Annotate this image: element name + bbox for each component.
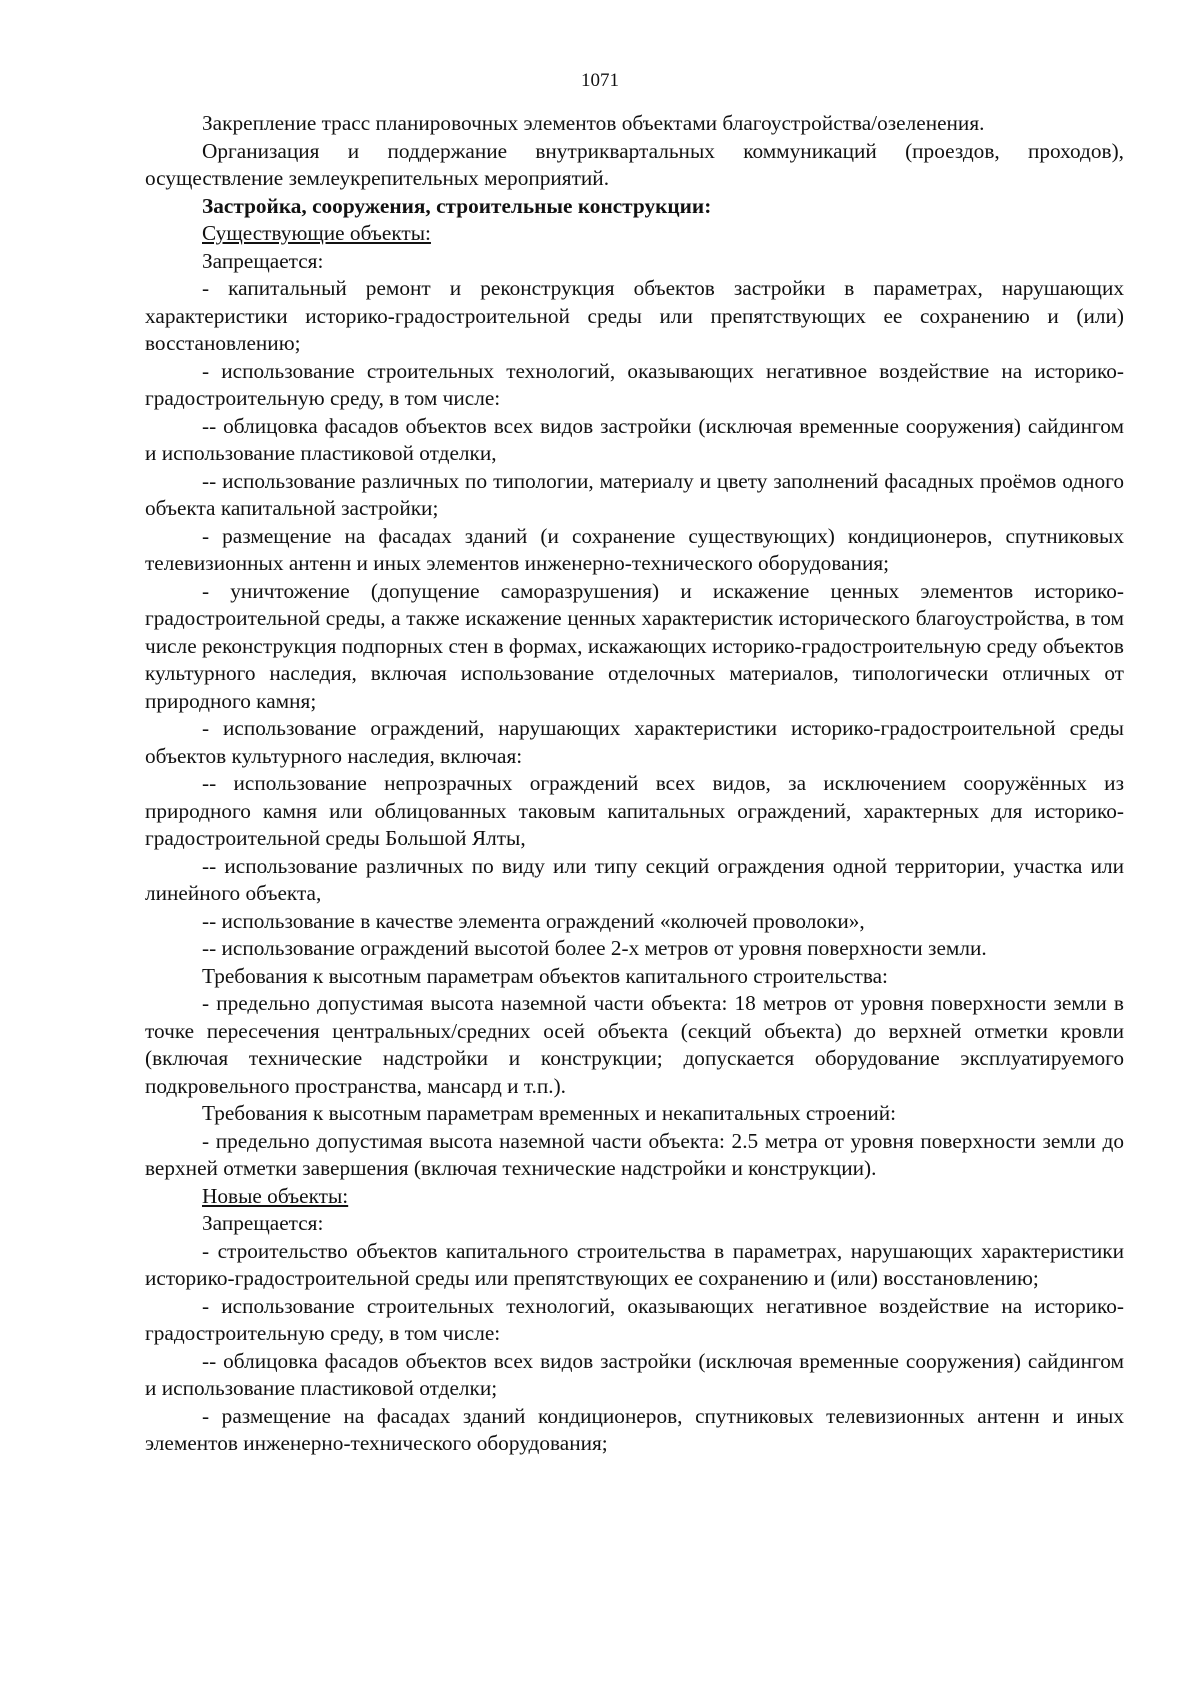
paragraph	[145, 908, 1124, 936]
paragraph-text: Застройка, сооружения, строительные конструкции:	[202, 193, 712, 218]
paragraph-text: -- облицовка фасадов объектов всех видов застройки (исключая временные сооружения) сайдингом и использование пластиковой отделки;	[145, 1348, 1124, 1400]
paragraph-text: Существующие объекты:	[202, 221, 431, 245]
paragraph	[145, 248, 1124, 276]
paragraph	[145, 413, 1124, 468]
paragraph-text: - предельно допустимая высота наземной части объекта: 18 метров от уровня поверхности земли в точке пересечения центральных/средних осей объекта (секций объекта) до верхней отметки кровли (включая технические надстройки и конструкции; допускается оборудование эксплуатируемого подкровельного пространства, мансард и т.п.).	[145, 991, 1124, 1098]
paragraph	[145, 1128, 1124, 1183]
paragraph-text: -- облицовка фасадов объектов всех видов застройки (исключая временные сооружения) сайдингом и использование пластиковой отделки,	[145, 413, 1124, 465]
paragraph-text: - предельно допустимая высота наземной части объекта: 2.5 метра от уровня поверхности земли до верхней отметки завершения (включая технические надстройки и конструкции).	[145, 1128, 1124, 1180]
document-body	[145, 110, 1124, 1458]
paragraph	[145, 468, 1124, 523]
paragraph	[145, 275, 1124, 358]
paragraph-text: - размещение на фасадах зданий кондиционеров, спутниковых телевизионных антенн и иных элементов инженерно-технического оборудования;	[145, 1403, 1124, 1455]
subsection-heading	[145, 220, 1124, 248]
paragraph-text: - уничтожение (допущение саморазрушения) и искажение ценных элементов историко-градостроительной среды, а также искажение ценных характеристик исторического благоустройства, в том числе реконструкция подпорных стен в формах, искажающих историко-градостроительную среду объектов культурного наследия, включая использование отделочных материалов, типологически отличных от природного камня;	[145, 578, 1124, 713]
paragraph-text: -- использование ограждений высотой более 2-х метров от уровня поверхности земли.	[202, 936, 987, 960]
paragraph	[145, 1100, 1124, 1128]
paragraph-text: -- использование различных по виду или типу секций ограждения одной территории, участка или линейного объекта,	[145, 853, 1124, 905]
paragraph-text: -- использование различных по типологии, материалу и цвету заполнений фасадных проёмов одного объекта капитальной застройки;	[145, 468, 1124, 520]
paragraph	[145, 715, 1124, 770]
section-heading	[145, 193, 1124, 221]
paragraph-text: - использование строительных технологий, оказывающих негативное воздействие на историко-градостроительную среду, в том числе:	[145, 1293, 1124, 1345]
paragraph-text: - строительство объектов капитального строительства в параметрах, нарушающих характеристики историко-градостроительной среды или препятствующих ее сохранению и (или) восстановлению;	[145, 1238, 1124, 1290]
paragraph-text: -- использование непрозрачных ограждений всех видов, за исключением сооружённых из природного камня или облицованных таковым капитальных ограждений, характерных для историко-градостроительной среды Большой Ялты,	[145, 771, 1124, 850]
paragraph	[145, 138, 1124, 193]
paragraph-text: Новые объекты:	[202, 1183, 349, 1208]
paragraph	[145, 1210, 1124, 1238]
paragraph-text: - размещение на фасадах зданий (и сохранение существующих) кондиционеров, спутниковых телевизионных антенн и иных элементов инженерно-технического оборудования;	[145, 523, 1124, 575]
paragraph	[145, 1238, 1124, 1293]
paragraph	[145, 358, 1124, 413]
paragraph	[145, 935, 1124, 963]
paragraph	[145, 110, 1124, 138]
paragraph-text: -- использование в качестве элемента ограждений «колючей проволоки»,	[202, 908, 865, 933]
paragraph	[145, 523, 1124, 578]
paragraph-text: Организация и поддержание внутриквартальных коммуникаций (проездов, проходов), осуществление землеукрепительных мероприятий.	[145, 138, 1124, 190]
subsection-heading	[145, 1183, 1124, 1211]
paragraph	[145, 1403, 1124, 1458]
paragraph-text: Запрещается:	[202, 1211, 324, 1235]
paragraph	[145, 990, 1124, 1100]
paragraph-text: Закрепление трасс планировочных элементов объектами благоустройства/озеленения.	[202, 111, 985, 135]
paragraph	[145, 770, 1124, 853]
page-number: 1071	[581, 70, 619, 91]
paragraph	[145, 1348, 1124, 1403]
paragraph-text: Требования к высотным параметрам временных и некапитальных строений:	[202, 1101, 897, 1125]
paragraph	[145, 1293, 1124, 1348]
paragraph-text: Требования к высотным параметрам объектов капитального строительства:	[202, 963, 888, 988]
paragraph-text: Запрещается:	[202, 248, 324, 273]
paragraph-text: - использование ограждений, нарушающих характеристики историко-градостроительной среды объектов культурного наследия, включая:	[145, 716, 1124, 768]
paragraph	[145, 963, 1124, 991]
paragraph-text: - капитальный ремонт и реконструкция объектов застройки в параметрах, нарушающих характеристики историко-градостроительной среды или препятствующих ее сохранению и (или) восстановлению;	[145, 276, 1124, 355]
paragraph	[145, 853, 1124, 908]
paragraph	[145, 578, 1124, 716]
paragraph-text: - использование строительных технологий, оказывающих негативное воздействие на историко-градостроительную среду, в том числе:	[145, 358, 1124, 410]
